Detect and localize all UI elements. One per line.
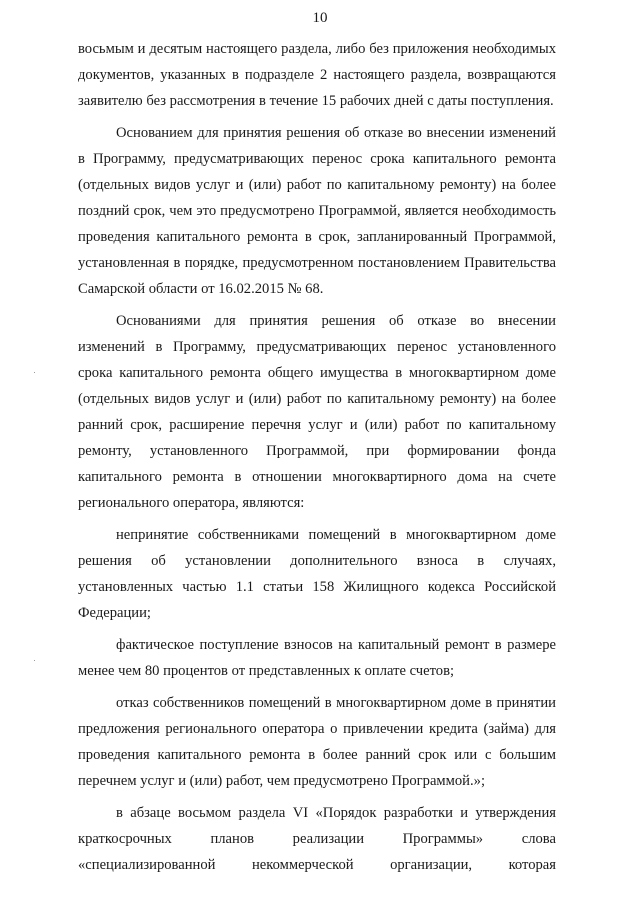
paragraph-refusal-later-term: Основанием для принятия решения об отказе во внесении изменений в Программу, предусматривающих перенос срока капитального ремонта (отдельных видов услуг и (или) работ по капитальному ремонту) на более поздний срок, чем это предусмотрено Программой, является необходимость проведения капитального ремонта в срок, запланированный Программой, установленная в порядке, предусмотренном постановлением Правительства Самарской области от 16.02.2015 № 68. [78,125,556,297]
paragraph-refusal-earlier-term: Основаниями для принятия решения об отказе во внесении изменений в Программу, предусматривающих перенос установленного срока капитального ремонта общего имущества в многоквартирном доме (отдельных видов услуг и (или) работ по капитальному ремонту) на более ранний срок, расширение перечня услуг и (или) работ по капитальному ремонту, установленного Программой, при формировании фонда капитального ремонта в отношении многоквартирного дома на счете регионального оператора, являются: [78,313,556,511]
paragraph-ground-credit-refusal: отказ собственников помещений в многоквартирном доме в принятии предложения регионального оператора о привлечении кредита (займа) для проведения капитального ремонта в более ранний срок или с большим перечнем услуг и (или) работ, чем предусмотрено Программой.»; [78,695,556,789]
scan-speck [34,660,35,661]
paragraph-ground-no-decision: непринятие собственниками помещений в многоквартирном доме решения об установлении дополнительного взноса в случаях, установленных частью 1.1 статьи 158 Жилищного кодекса Российской Федерации; [78,527,556,621]
paragraph-ground-low-payments: фактическое поступление взносов на капитальный ремонт в размере менее чем 80 процентов от представленных к оплате счетов; [78,637,556,679]
paragraph-continuation: восьмым и десятым настоящего раздела, либо без приложения необходимых документов, указанных в подразделе 2 настоящего раздела, возвращаются заявителю без рассмотрения в течение 15 рабочих дней с даты поступления. [78,41,556,109]
document-body [78,36,556,884]
page-number: 10 [312,10,328,26]
scan-speck [34,372,35,373]
paragraph-section-vi-amendment: в абзаце восьмом раздела VI «Порядок разработки и утверждения краткосрочных планов реализации Программы» слова «специализированной некоммерческой организации, которая [78,805,556,873]
